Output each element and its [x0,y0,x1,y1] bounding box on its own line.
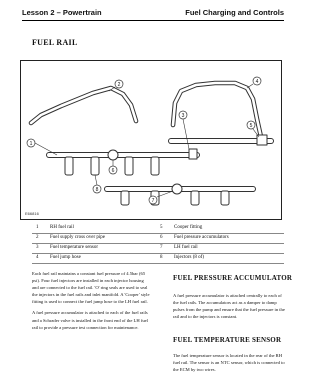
header-rule [22,20,284,21]
legend-divider [32,233,284,234]
header-lesson-title: Lesson 2 – Powertrain [22,8,102,17]
legend-number: 3 [36,245,39,250]
callout-1-label: 1 [29,141,33,147]
callout-2-label: 2 [117,82,121,88]
section-title: FUEL RAIL [32,38,78,47]
temperature-sensor-paragraph: The fuel temperature sensor is located in the rear of the RH fuel rail. The sensor is an NTC sensor, which is connected to the ECM by two wires. [173,353,285,373]
accumulator-heading: FUEL PRESSURE ACCUMULATOR [173,274,293,282]
injector [125,157,133,175]
injector [91,157,99,175]
injector [221,191,229,205]
callout-5-label: 5 [249,123,253,129]
callout-3-label: 3 [181,113,185,119]
legend-number: 8 [160,255,163,260]
legend-text: Fuel supply cross over pipe [50,235,105,240]
legend-number: 1 [36,225,39,230]
fuel-rail-illustration [20,60,282,220]
legend-number: 7 [160,245,163,250]
legend-text: RH fuel rail [50,225,74,230]
legend-left-column [36,225,146,265]
legend-divider [32,243,284,244]
legend-text: Cooper fitting [174,225,203,230]
pressure-accumulator [108,150,118,160]
injector [151,157,159,175]
pressure-accumulator [172,184,182,194]
accumulator-description [173,292,285,320]
injector [191,191,199,205]
legend-divider [32,263,284,264]
legend-right-column [160,225,280,265]
page-header [22,8,284,18]
legend-number: 6 [160,235,163,240]
legend-text: Fuel temperature sensor [50,245,99,250]
legend-text: Fuel jump hose [50,255,81,260]
callout-4-label: 4 [255,79,259,85]
legend-text: Fuel pressure accumulators [174,235,229,240]
temperature-sensor-heading: FUEL TEMPERATURE SENSOR [173,336,282,344]
legend-text: Injectors (8 of) [174,255,204,260]
legend-number: 2 [36,235,39,240]
callout-6-label: 6 [111,168,115,174]
callout-7-label: 7 [151,198,155,204]
temperature-sensor-description [173,352,285,373]
legend-text: LH fuel rail [174,245,198,250]
fuel-rail-drawing [21,61,283,221]
figure-id: E66816 [25,211,39,216]
accumulator-paragraph: A fuel pressure accumulator is attached centrally to each of the fuel rails. The accumulators act as a damper to damp pulses from the pump and ensure that the fuel pressure in the rail and to the injectors is constant. [173,293,285,320]
body-paragraph: A fuel pressure accumulator is attached to each of the fuel rails and a Schrader valve is installed in the front end of the LH fuel rail to provide a pressure test connection for maintenance. [32,310,148,330]
body-paragraph: Each fuel rail maintains a constant fuel pressure of 4.5bar (65 psi). Four fuel injectors are installed in each injector housing and are connected to the fuel rail. 'O' ring seals are used to seal the injectors in the fuel rails and inlet manifold. A 'Cooper' style fitting is used to connect the fuel jump hose to the LH fuel rail. [32,271,150,305]
callout-8-label: 8 [95,187,99,193]
injector [121,191,129,205]
legend-number: 5 [160,225,163,230]
callout-8-leader [95,175,97,185]
fuel-rail-description [32,270,150,335]
legend-divider [32,253,284,254]
injector [65,157,73,175]
legend-number: 4 [36,255,39,260]
callout-1-leader [35,143,57,155]
temperature-sensor [189,149,197,159]
header-chapter-title: Fuel Charging and Controls [185,8,284,17]
callout-3-leader [183,119,189,149]
crossover-pipe-fill [31,88,136,123]
